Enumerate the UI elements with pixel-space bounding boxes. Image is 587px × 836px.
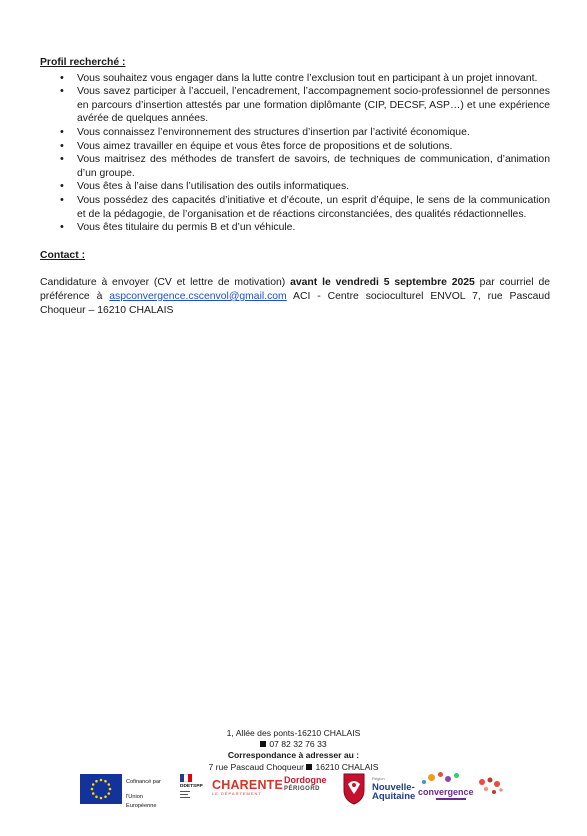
ddetspp-logo	[180, 774, 206, 806]
footer-phone-line	[0, 739, 587, 750]
footer	[0, 728, 587, 773]
eu-line-1: Cofinancé par	[126, 779, 161, 785]
nouvelle-aquitaine-logo	[372, 774, 415, 801]
dot-icon	[422, 780, 426, 784]
dordogne-logo	[284, 776, 327, 794]
dot-icon	[428, 774, 435, 781]
dot-icon	[445, 776, 451, 782]
footer-correspondence-street: 7 rue Pascaud Choqueur	[208, 761, 307, 772]
french-flag-icon	[180, 774, 192, 782]
list-item: • Vous êtes à l’aise dans l’utilisation des outils informatiques.	[40, 180, 550, 194]
footer-phone: 07 82 32 76 33	[269, 739, 327, 750]
profile-list	[40, 72, 550, 235]
list-item: • Vous possédez des capacités d’initiative et d’écoute, un esprit d’équipe, le sens de la communication et de la pédagogie, de l’organisation et de réactions circonstanciées, des qualités rédactionnelles.	[40, 194, 550, 221]
footer-correspondence-label: Correspondance à adresser au :	[227, 750, 360, 761]
profile-heading: Profil recherché :	[40, 57, 126, 68]
aci-logo-icon	[476, 776, 506, 802]
contact-text-middle: par courriel de préférence à	[40, 277, 550, 302]
shield-logo-icon	[342, 772, 366, 806]
aquitaine-label: Aquitaine	[372, 791, 416, 802]
contact-text-before: Candidature à envoyer (CV et lettre de motivation)	[40, 277, 291, 289]
contact-heading: Contact :	[40, 249, 86, 261]
convergence-logo	[414, 772, 474, 806]
contact-deadline: avant le vendredi 5 septembre 2025	[290, 277, 475, 289]
eu-stars-icon	[80, 774, 122, 804]
eu-line-2: l'Union Européenne	[126, 794, 157, 809]
eu-flag-logo	[80, 774, 122, 804]
convergence-label: convergence	[418, 787, 474, 797]
region-label: Région	[372, 776, 385, 781]
nouvelle-label: Nouvelle-	[372, 782, 415, 793]
contact-paragraph	[40, 276, 550, 317]
dot-icon	[454, 773, 459, 778]
list-item: • Vous souhaitez vous engager dans la lutte contre l’exclusion tout en participant à un projet innovant.	[40, 72, 550, 86]
footer-correspondence-city: 16210 CHALAIS	[315, 761, 379, 772]
mail-icon	[306, 764, 312, 770]
ddetspp-label: DDETSPP	[180, 784, 203, 789]
phone-icon	[260, 741, 266, 747]
list-item: • Vous êtes titulaire du permis B et d’un véhicule.	[40, 221, 550, 235]
charente-label: CHARENTE	[212, 778, 284, 792]
list-item: • Vous connaissez l’environnement des structures d’insertion par l’activité économique.	[40, 126, 550, 140]
list-item: • Vous maitrisez des méthodes de transfert de savoirs, de techniques de communication, d’animation d’un groupe.	[40, 153, 550, 180]
dordogne-label: Dordogne	[284, 775, 327, 785]
list-item: • Vous aimez travailler en équipe et vous êtes force de propositions et de solutions.	[40, 140, 550, 154]
email-link[interactable]: aspconvergence.cscenvol@gmail.com	[109, 290, 287, 302]
partner-logos	[80, 772, 510, 808]
footer-address: 1, Allée des ponts-16210 CHALAIS	[226, 728, 361, 738]
contact-text-after: ACI - Centre socioculturel ENVOL 7, rue Pascaud Choqueur – 16210 CHALAIS	[40, 290, 550, 316]
dot-icon	[438, 772, 443, 777]
main-content	[40, 56, 550, 317]
eu-cofinance-text	[126, 778, 171, 811]
perigord-label: PÉRIGORD	[284, 786, 321, 792]
charente-sub-label: LE DÉPARTEMENT	[212, 791, 262, 796]
charente-logo	[212, 778, 283, 796]
list-item: • Vous savez participer à l’accueil, l’encadrement, l’accompagnement socio-professionnel de personnes en parcours d’insertion attestés par une formation diplômante (CIP, DECSF, ASP…) et une expérience avérée de quelques années.	[40, 85, 550, 126]
